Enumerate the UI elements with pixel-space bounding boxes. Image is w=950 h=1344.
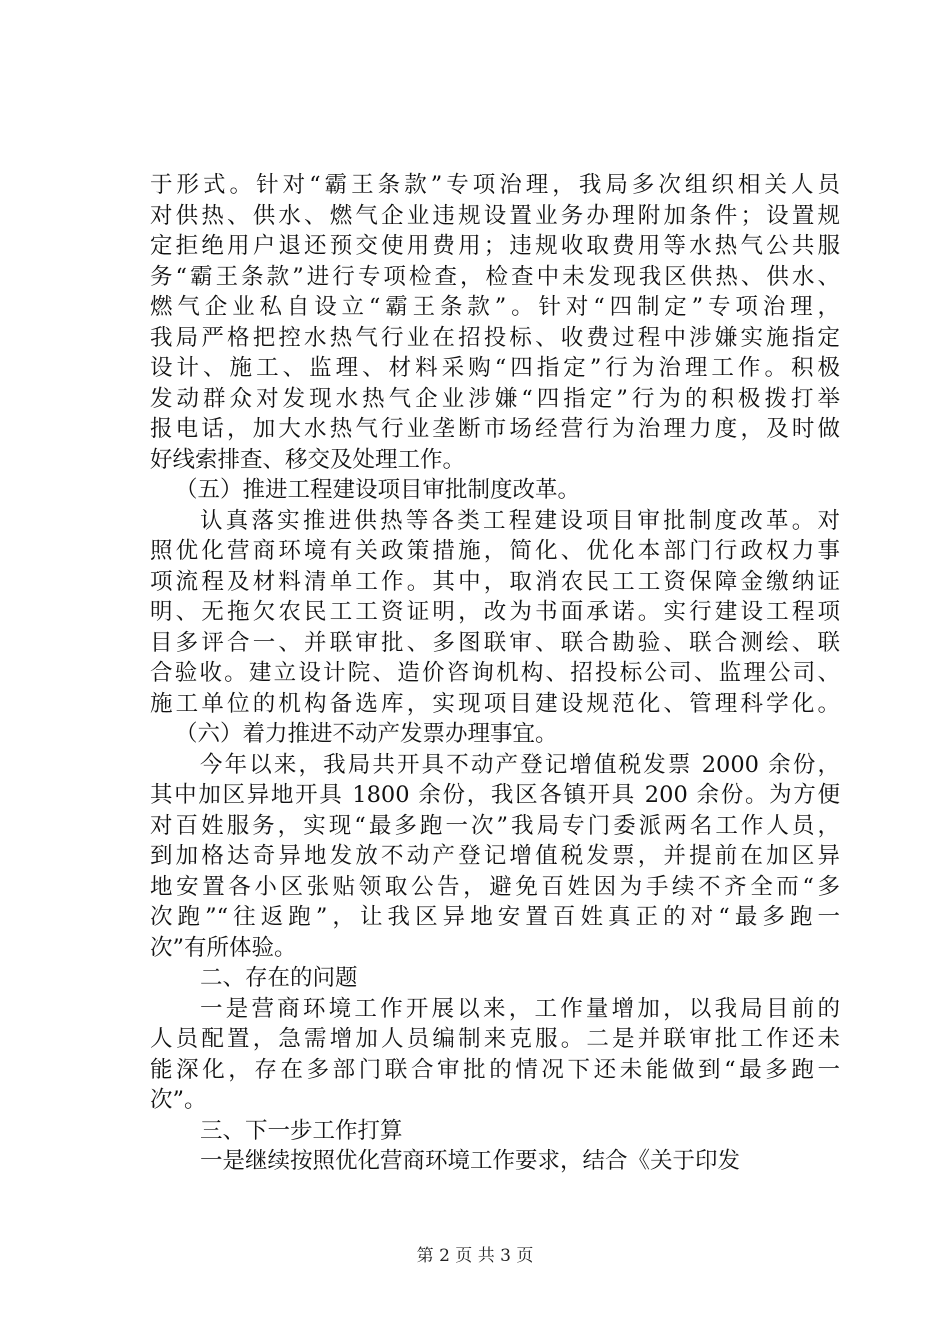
text-line: 报电话，加大水热气行业垄断市场经营行为治理力度，及时做 xyxy=(150,416,840,442)
text-line: 于形式。针对“霸王条款”专项治理，我局多次组织相关人员 xyxy=(150,172,840,198)
section-heading: （五）推进工程建设项目审批制度改革。 xyxy=(175,477,581,503)
text-line: 到加格达奇异地发放不动产登记增值税发票，并提前在加区异 xyxy=(150,843,840,869)
text-line: 次跑”“往返跑”，让我区异地安置百姓真正的对“最多跑一 xyxy=(150,904,840,930)
text-line: 对供热、供水、燃气企业违规设置业务办理附加条件；设置规 xyxy=(150,202,840,229)
section-heading: 二、存在的问题 xyxy=(200,965,358,991)
page-footer: 第 2 页 共 3 页 xyxy=(416,1246,534,1266)
text-line: 次”。 xyxy=(150,1087,207,1113)
text-line: 我局严格把控水热气行业在招投标、收费过程中涉嫌实施指定 xyxy=(150,324,840,351)
text-line: 设计、施工、监理、材料采购“四指定”行为治理工作。积极 xyxy=(150,355,840,381)
text-line: 发动群众对发现水热气企业涉嫌“四指定”行为的积极拨打举 xyxy=(150,385,840,412)
text-line: 务“霸王条款”进行专项检查，检查中未发现我区供热、供水、 xyxy=(150,263,840,290)
text-line: 一是营商环境工作开展以来，工作量增加，以我局目前的 xyxy=(200,995,840,1022)
text-line: 照优化营商环境有关政策措施，简化、优化本部门行政权力事 xyxy=(150,538,840,564)
text-line: 今年以来，我局共开具不动产登记增值税发票 2000 余份， xyxy=(200,751,840,778)
text-line: 一是继续按照优化营商环境工作要求，结合《关于印发 xyxy=(200,1148,741,1174)
text-line: 能深化，存在多部门联合审批的情况下还未能做到“最多跑一 xyxy=(150,1056,840,1083)
text-line: 明、无拖欠农民工工资证明，改为书面承诺。实行建设工程项 xyxy=(150,599,840,625)
text-line: 定拒绝用户退还预交使用费用；违规收取费用等水热气公共服 xyxy=(150,233,840,259)
text-line: 对百姓服务，实现“最多跑一次”我局专门委派两名工作人员， xyxy=(150,812,840,839)
text-line: 次”有所体验。 xyxy=(150,934,297,961)
text-line: 地安置各小区张贴领取公告，避免百姓因为手续不齐全而“多 xyxy=(150,873,840,900)
text-line: 好线索排查、移交及处理工作。 xyxy=(150,446,466,473)
text-line: 施工单位的机构备选库，实现项目建设规范化、管理科学化。 xyxy=(150,690,840,717)
text-line: 项流程及材料清单工作。其中，取消农民工工资保障金缴纳证 xyxy=(150,568,840,595)
section-heading: （六）着力推进不动产发票办理事宜。 xyxy=(175,721,558,747)
text-line: 人员配置，急需增加人员编制来克服。二是并联审批工作还未 xyxy=(150,1026,840,1052)
text-line: 目多评合一、并联审批、多图联审、联合勘验、联合测绘、联 xyxy=(150,629,840,656)
text-line: 其中加区异地开具 1800 余份，我区各镇开具 200 余份。为方便 xyxy=(150,782,840,808)
section-heading: 三、下一步工作打算 xyxy=(200,1117,403,1144)
text-line: 合验收。建立设计院、造价咨询机构、招投标公司、监理公司、 xyxy=(150,660,840,686)
text-line: 燃气企业私自设立“霸王条款”。针对“四制定”专项治理， xyxy=(150,294,840,320)
text-line: 认真落实推进供热等各类工程建设项目审批制度改革。对 xyxy=(200,507,840,534)
